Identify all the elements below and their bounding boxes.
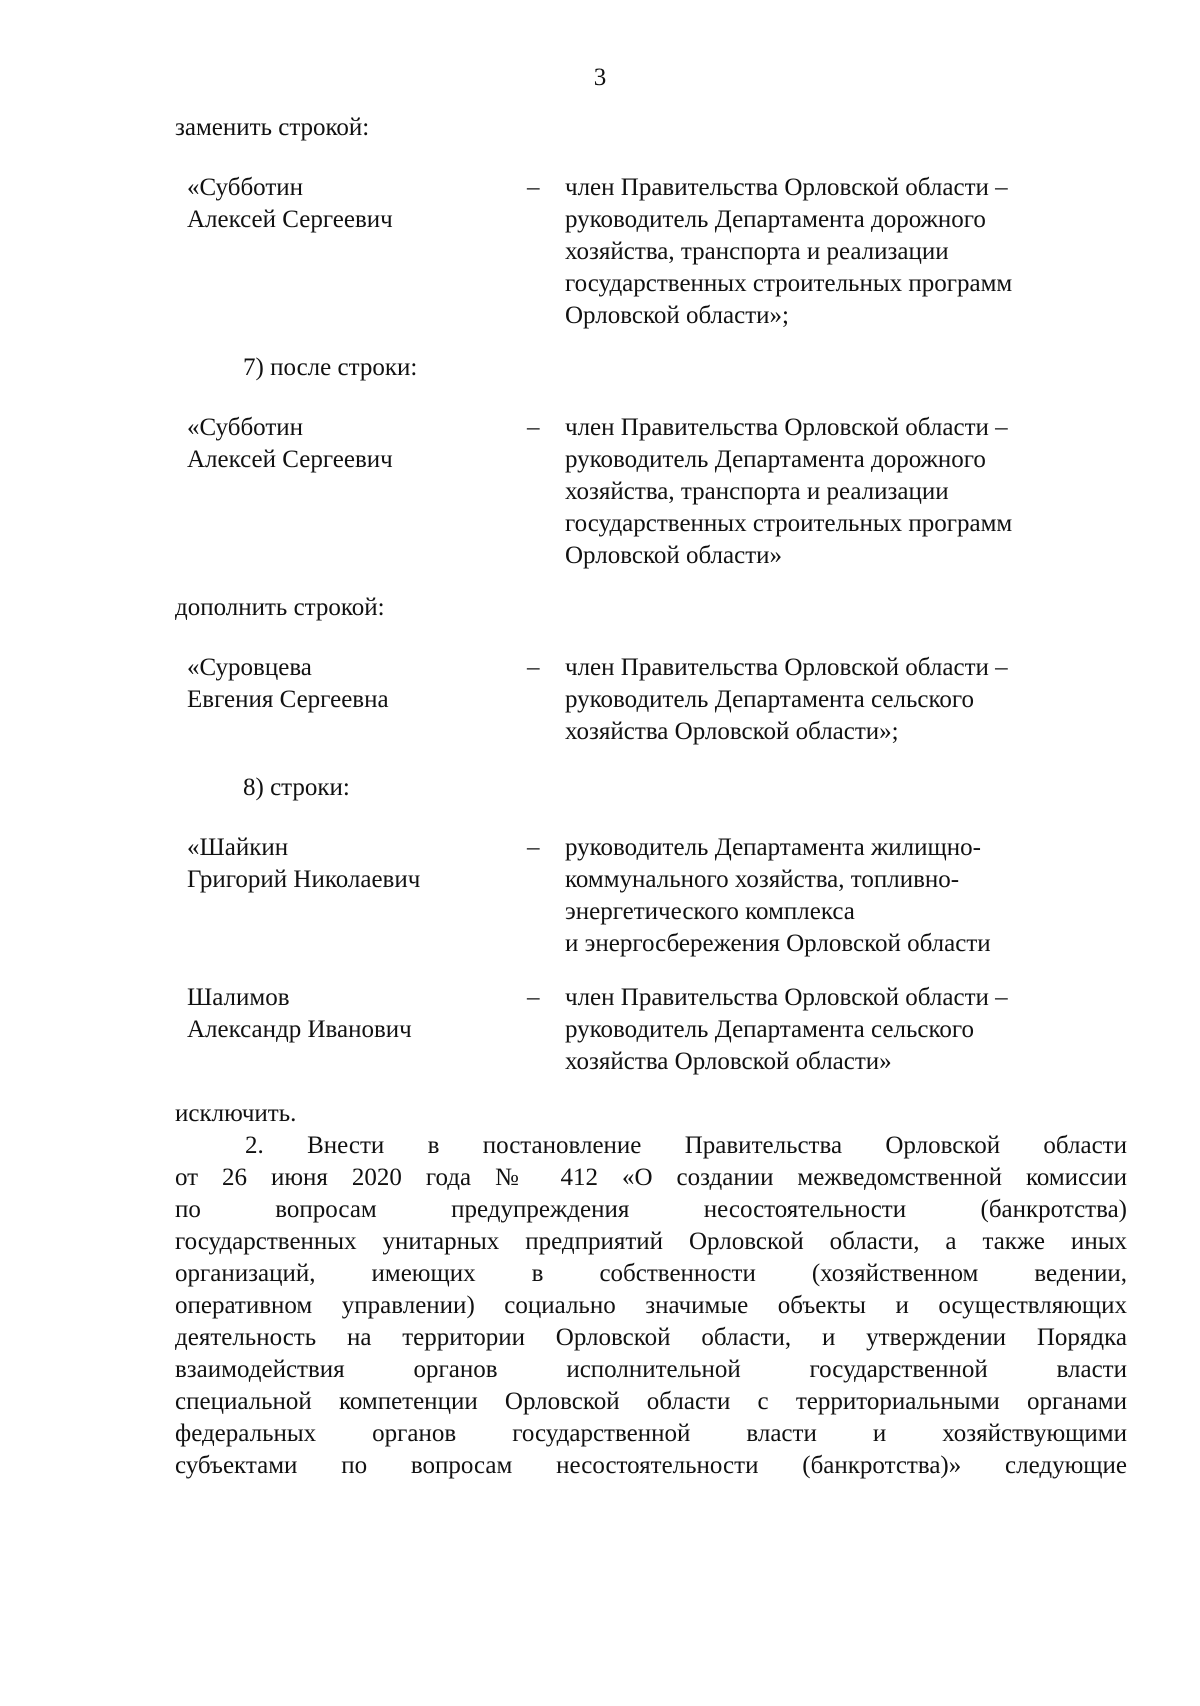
dash-separator: –: [527, 834, 540, 861]
paragraph-line: субъектами по вопросам несостоятельности (банкротства)» следующие: [175, 1452, 1127, 1479]
replace-line-label: заменить строкой:: [175, 114, 370, 141]
item-8-label: 8) строки:: [243, 774, 350, 801]
member-role: член Правительства Орловской области – руководитель Департамента сельского хозяйства Орловской области»;: [565, 654, 1008, 745]
paragraph-line: государственных унитарных предприятий Орловской области, а также иных: [175, 1228, 1127, 1255]
paragraph-line: 2. Внести в постановление Правительства Орловской области: [245, 1132, 1127, 1159]
paragraph-line: взаимодействия органов исполнительной государственной власти: [175, 1356, 1127, 1383]
paragraph-line: специальной компетенции Орловской области с территориальными органами: [175, 1388, 1127, 1415]
member-role: член Правительства Орловской области – руководитель Департамента дорожного хозяйства, транспорта и реализации государственных строительных программ Орловской области»;: [565, 174, 1013, 329]
member-name: «Субботин Алексей Сергеевич: [187, 174, 393, 233]
paragraph-line: федеральных органов государственной власти и хозяйствующими: [175, 1420, 1127, 1447]
paragraph-line: деятельность на территории Орловской области, и утверждении Порядка: [175, 1324, 1127, 1351]
member-name: «Субботин Алексей Сергеевич: [187, 414, 393, 473]
member-entry-subbotin-replacement: [175, 172, 1127, 372]
dash-separator: –: [527, 984, 540, 1011]
member-name: «Шайкин Григорий Николаевич: [187, 834, 421, 893]
paragraph-line: от 26 июня 2020 года № 412 «О создании межведомственной комиссии: [175, 1164, 1127, 1191]
member-entry-subbotin-after: [175, 412, 1127, 612]
member-name: Шалимов Александр Иванович: [187, 984, 412, 1043]
member-entry-surovtseva: [175, 652, 1127, 852]
paragraph-line: по вопросам предупреждения несостоятельности (банкротства): [175, 1196, 1127, 1223]
member-role: руководитель Департамента жилищно- коммунального хозяйства, топливно- энергетического комплекса и энергосбережения Орловской области: [565, 834, 991, 957]
page-number: 3: [593, 64, 607, 91]
dash-separator: –: [527, 174, 540, 201]
member-role: член Правительства Орловской области – руководитель Департамента сельского хозяйства Орловской области»: [565, 984, 1008, 1075]
member-role: член Правительства Орловской области – руководитель Департамента дорожного хозяйства, транспорта и реализации государственных строительных программ Орловской области»: [565, 414, 1013, 569]
exclude-label: исключить.: [175, 1100, 297, 1127]
paragraph-line: оперативном управлении) социально значимые объекты и осуществляющих: [175, 1292, 1127, 1319]
item-7-label: 7) после строки:: [243, 354, 418, 381]
dash-separator: –: [527, 414, 540, 441]
paragraph-line: организаций, имеющих в собственности (хозяйственном ведении,: [175, 1260, 1127, 1287]
dash-separator: –: [527, 654, 540, 681]
add-line-label: дополнить строкой:: [175, 594, 385, 621]
member-name: «Суровцева Евгения Сергеевна: [187, 654, 389, 713]
paragraph-2: [175, 1130, 1127, 1482]
